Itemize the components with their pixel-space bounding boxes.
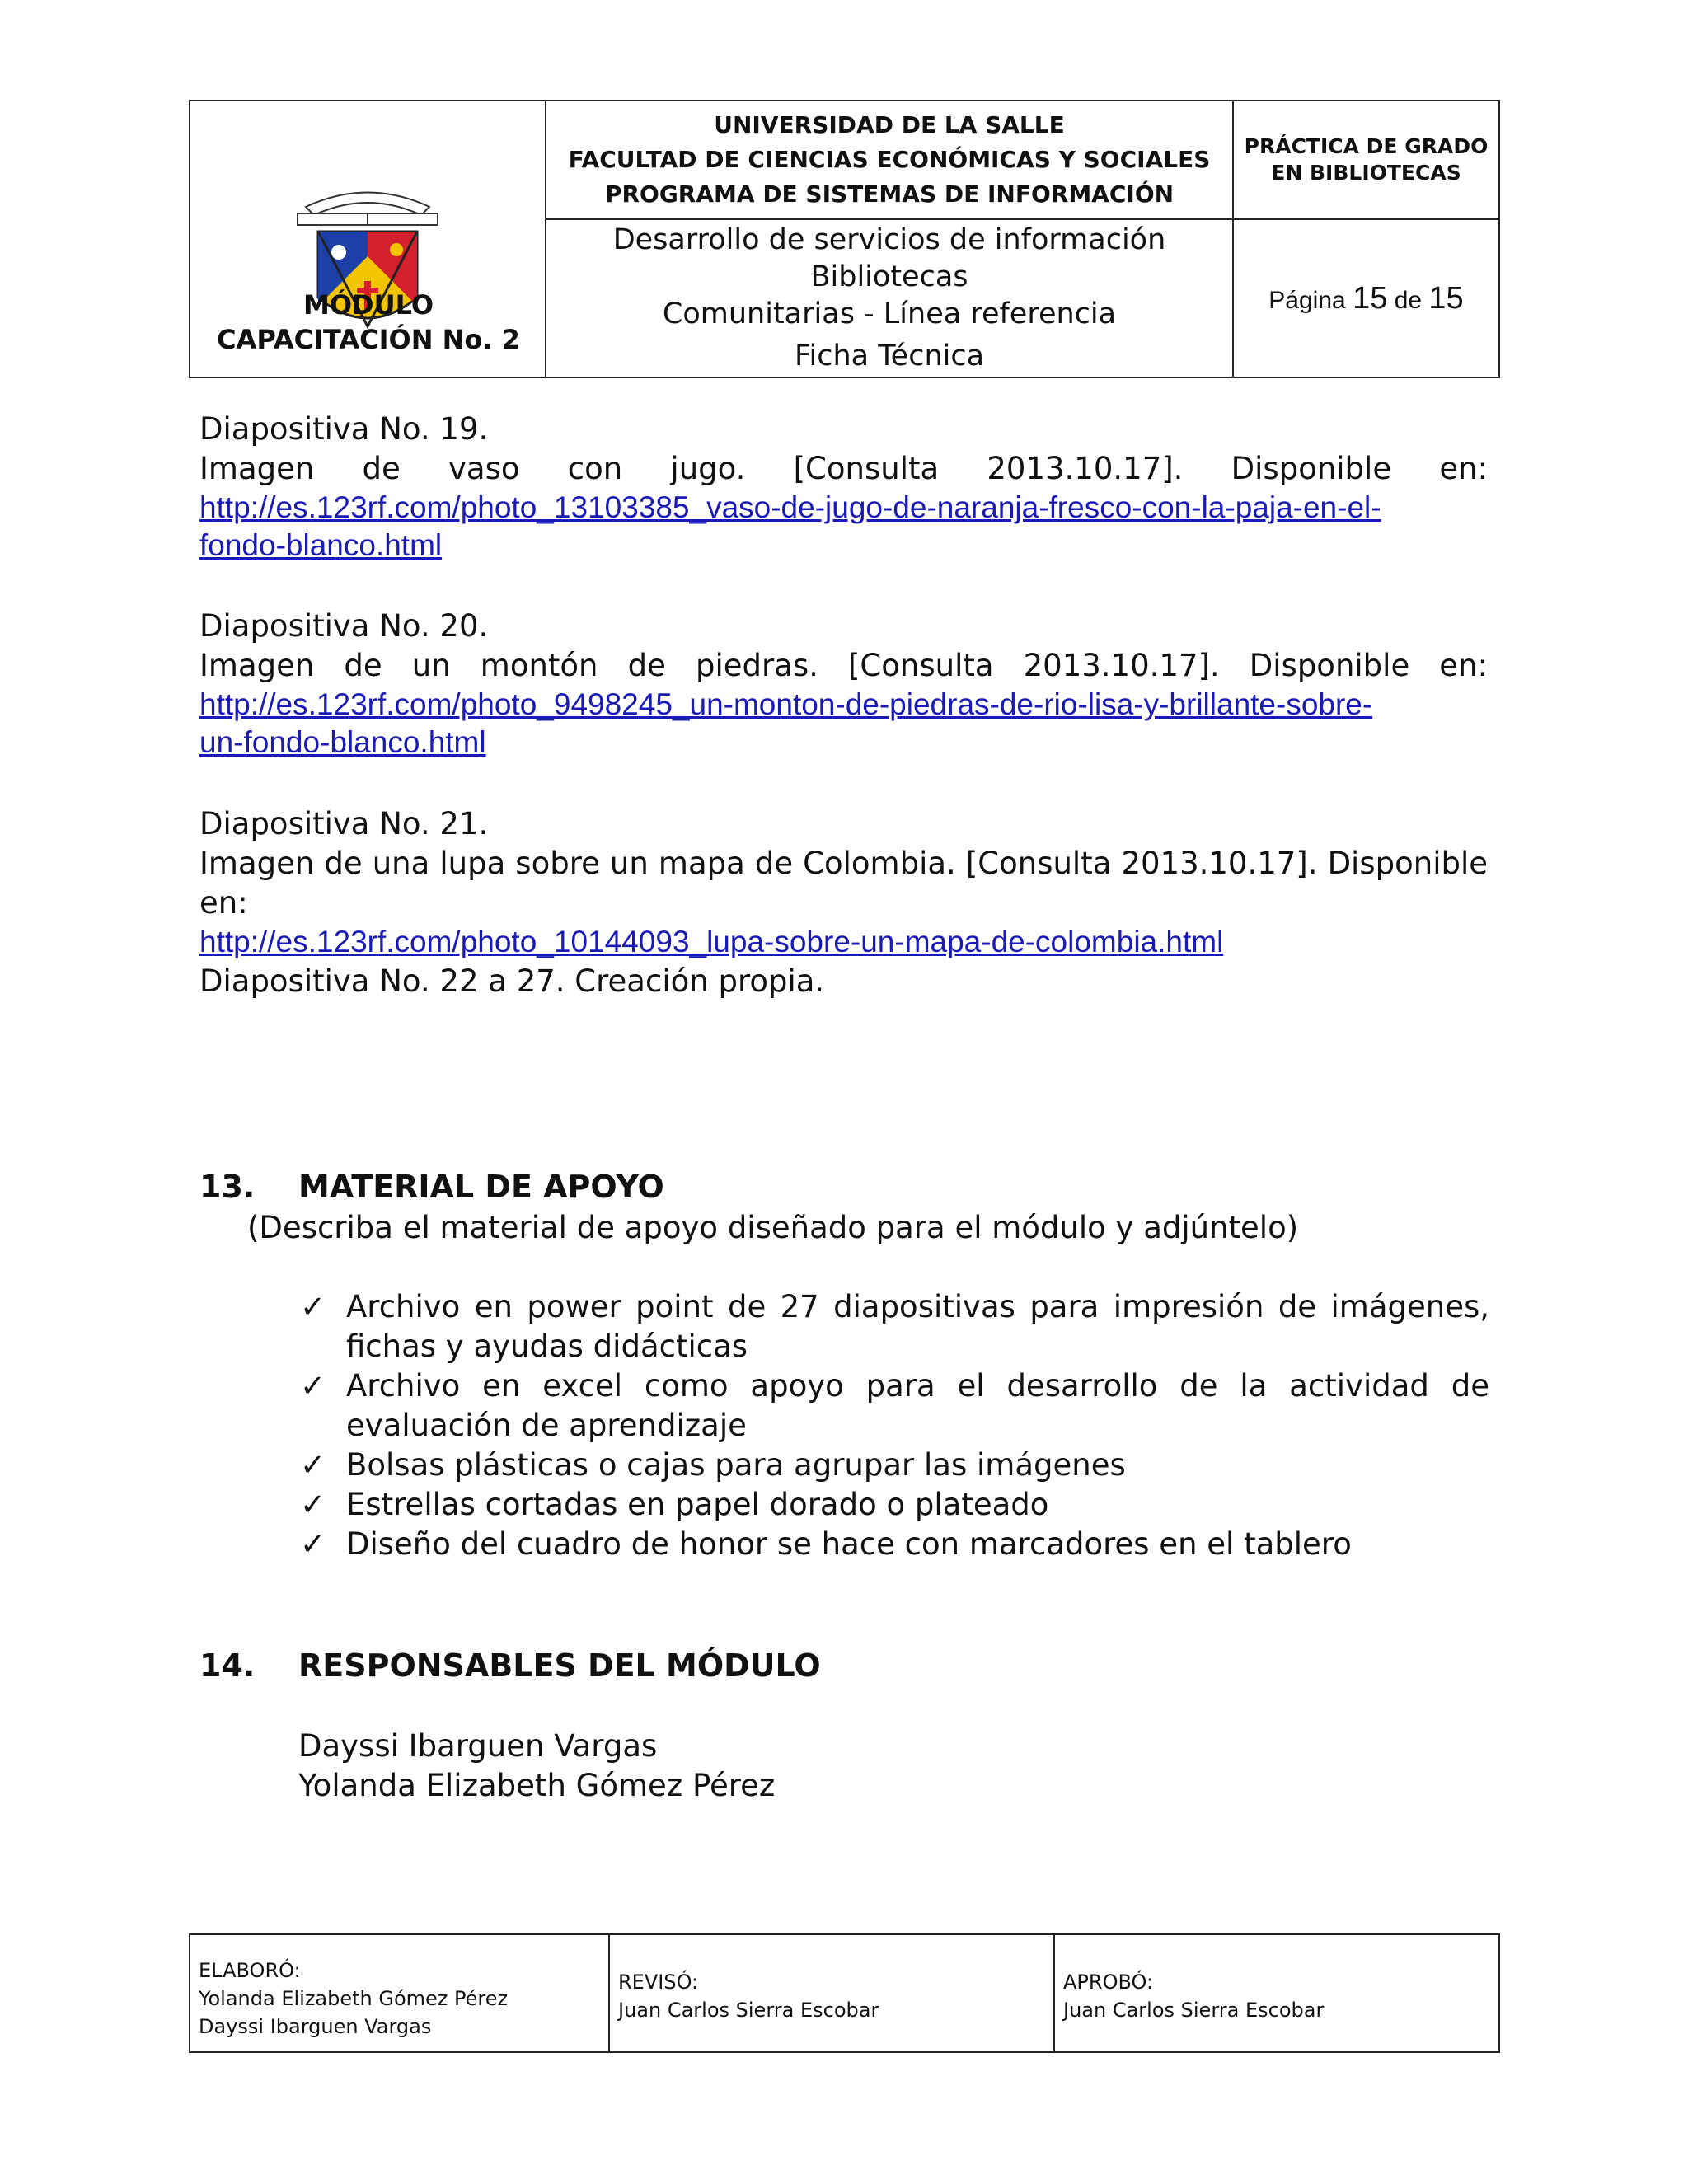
header-title-cell (546, 220, 1234, 377)
faculty-name: FACULTAD DE CIENCIAS ECONÓMICAS Y SOCIALES (568, 146, 1211, 173)
list-item (298, 1366, 1489, 1446)
checkmark-icon: ✓ (300, 1526, 326, 1562)
list-item-text: Diseño del cuadro de honor se hace con marcadores en el tablero (346, 1526, 1352, 1562)
reference-block (199, 804, 1488, 961)
slide-label: Diapositiva No. 20. (199, 608, 489, 644)
module-line-2: CAPACITACIÓN No. 2 (217, 324, 520, 355)
reference-description: Imagen de un montón de piedras. [Consulta 2013.10.17]. Disponible en: (199, 648, 1488, 683)
reference-link-line[interactable]: http://es.123rf.com/photo_13103385_vaso-de-jugo-de-naranja-fresco-con-la-paja-en-el- (199, 490, 1381, 524)
header-institution-cell (546, 101, 1234, 220)
section-13-heading (199, 1169, 664, 1205)
elaboro-name: Yolanda Elizabeth Gómez Pérez (199, 1987, 509, 2010)
practice-line-1: PRÁCTICA DE GRADO (1244, 134, 1489, 158)
module-line-1: MÓDULO (302, 289, 434, 321)
header-logo-cell (190, 101, 546, 377)
reviso-label: REVISÓ: (618, 1971, 699, 1994)
list-item-text: Bolsas plásticas o cajas para agrupar las imágenes (346, 1447, 1126, 1483)
section-13-subtitle: (Describa el material de apoyo diseñado para el módulo y adjúntelo) (247, 1210, 1299, 1245)
elaboro-label: ELABORÓ: (199, 1959, 301, 1982)
reference-link-line[interactable]: http://es.123rf.com/photo_9498245_un-monton-de-piedras-de-rio-lisa-y-brillante-sobre- (199, 687, 1373, 721)
aprobo-cell (1055, 1935, 1498, 2051)
responsible-people (298, 1727, 1587, 1806)
page-of: de (1394, 286, 1423, 314)
list-item (298, 1525, 1489, 1564)
program-name: PROGRAMA DE SISTEMAS DE INFORMACIÓN (604, 180, 1175, 208)
list-item-text: Archivo en excel como apoyo para el desarrollo de la actividad de evaluación de aprendizaje (346, 1368, 1489, 1443)
reference-link[interactable] (199, 686, 1488, 762)
slide-label: Diapositiva No. 19. (199, 411, 489, 447)
slide-label: Diapositiva No. 21. (199, 806, 489, 841)
module-label (190, 288, 546, 357)
checkmark-icon: ✓ (300, 1447, 326, 1483)
title-line-2: Comunitarias - Línea referencia (662, 298, 1117, 330)
document-header-table (189, 100, 1500, 378)
list-item (298, 1485, 1489, 1525)
header-practice-cell (1234, 101, 1498, 220)
reference-link-line[interactable]: un-fondo-blanco.html (199, 725, 486, 759)
responsible-person: Dayssi Ibarguen Vargas (298, 1728, 658, 1764)
list-item (298, 1287, 1489, 1366)
reference-link-line[interactable]: fondo-blanco.html (199, 528, 443, 562)
support-material-list (298, 1287, 1489, 1564)
header-page-cell (1234, 220, 1498, 377)
checkmark-icon: ✓ (300, 1368, 326, 1404)
signature-footer-table (189, 1933, 1500, 2053)
reference-block (199, 607, 1488, 762)
aprobo-label: APROBÓ: (1063, 1971, 1154, 1994)
reference-link-line[interactable]: http://es.123rf.com/photo_10144093_lupa-sobre-un-mapa-de-colombia.html (199, 925, 1224, 958)
reviso-cell (610, 1935, 1055, 2051)
responsible-person: Yolanda Elizabeth Gómez Pérez (298, 1768, 776, 1803)
reference-block (199, 410, 1488, 565)
page-total: 15 (1428, 280, 1464, 316)
page-word: Página (1268, 286, 1346, 314)
own-creation-note: Diapositiva No. 22 a 27. Creación propia. (199, 963, 825, 999)
reference-description: Imagen de vaso con jugo. [Consulta 2013.10.17]. Disponible en: (199, 451, 1488, 486)
reviso-name: Juan Carlos Sierra Escobar (618, 1999, 879, 2022)
checkmark-icon: ✓ (300, 1289, 326, 1324)
reference-description: Imagen de una lupa sobre un mapa de Colombia. [Consulta 2013.10.17]. Disponible en: (199, 846, 1488, 921)
section-number: 14. (199, 1647, 256, 1684)
page-current: 15 (1353, 280, 1388, 316)
university-name: UNIVERSIDAD DE LA SALLE (714, 111, 1065, 138)
elaboro-name: Dayssi Ibarguen Vargas (199, 2015, 432, 2038)
reference-link[interactable] (199, 489, 1488, 565)
elaboro-cell (190, 1935, 610, 2051)
list-item-text: Estrellas cortadas en papel dorado o plateado (346, 1487, 1049, 1522)
section-14-heading (199, 1647, 821, 1684)
checkmark-icon: ✓ (300, 1487, 326, 1522)
page-number (1268, 281, 1463, 316)
reference-link[interactable] (199, 923, 1488, 961)
title-line-3: Ficha Técnica (794, 340, 985, 373)
list-item-text: Archivo en power point de 27 diapositivas para impresión de imágenes, fichas y ayudas didácticas (346, 1289, 1489, 1364)
aprobo-name: Juan Carlos Sierra Escobar (1063, 1999, 1325, 2022)
section-number: 13. (199, 1169, 256, 1205)
list-item (298, 1446, 1489, 1485)
section-title: MATERIAL DE APOYO (298, 1169, 664, 1205)
section-title: RESPONSABLES DEL MÓDULO (298, 1647, 821, 1684)
title-line-1: Desarrollo de servicios de información Bibliotecas (612, 223, 1166, 293)
practice-line-2: EN BIBLIOTECAS (1271, 161, 1461, 185)
